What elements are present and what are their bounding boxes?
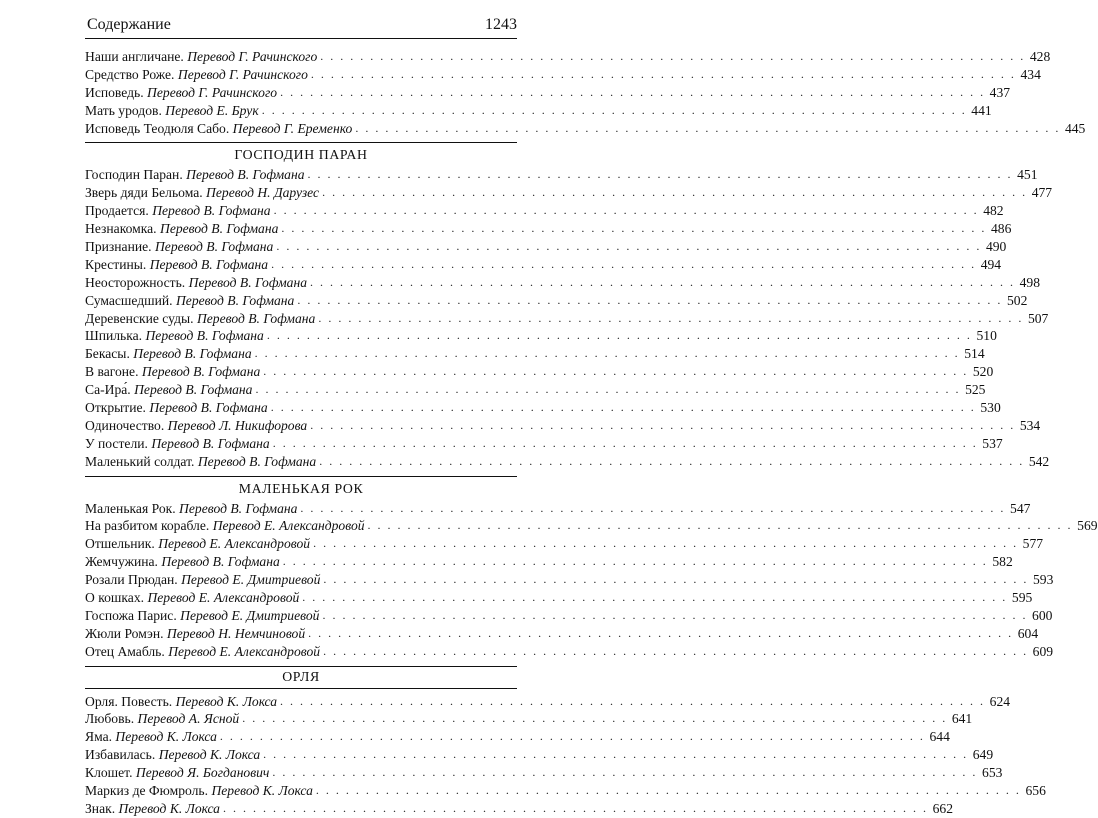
- dot-leader: . . . . . . . . . . . . . . . . . . . . . . . . . . . . . . . . . . . . . . . . . . . . . . . . . . . . . . . . . . . . . . . . . . . . . . .: [310, 66, 1016, 81]
- entry-text: [85, 238, 273, 256]
- toc-entry: [85, 711, 973, 729]
- dot-leader: . . . . . . . . . . . . . . . . . . . . . . . . . . . . . . . . . . . . . . . . . . . . . . . . . . . . . . . . . . . . . . . . . . . . . . .: [322, 607, 1028, 622]
- entry-title: Бекасы.: [85, 346, 130, 362]
- dot-leader: . . . . . . . . . . . . . . . . . . . . . . . . . . . . . . . . . . . . . . . . . . . . . . . . . . . . . . . . . . . . . . . . . . . . . . .: [280, 693, 986, 708]
- dot-leader: . . . . . . . . . . . . . . . . . . . . . . . . . . . . . . . . . . . . . . . . . . . . . . . . . . . . . . . . . . . . . . . . . . . . . . .: [302, 590, 1008, 605]
- entry-text: [85, 66, 308, 84]
- entry-text: [85, 453, 316, 471]
- entry-page-number: 656: [1025, 783, 1046, 799]
- dot-leader: . . . . . . . . . . . . . . . . . . . . . . . . . . . . . . . . . . . . . . . . . . . . . . . . . . . . . . . . . . . . . . . . . . . . . . .: [297, 292, 1003, 307]
- entry-title: Исповедь.: [85, 84, 144, 100]
- entry-translator: Перевод А. Ясной: [137, 711, 240, 727]
- entry-page-number: 498: [1019, 274, 1040, 290]
- entry-title: Любовь.: [85, 711, 135, 727]
- dot-leader: . . . . . . . . . . . . . . . . . . . . . . . . . . . . . . . . . . . . . . . . . . . . . . . . . . . . . . . . . . . . . . . . . . . . . . .: [276, 239, 982, 253]
- entry-page-number: 510: [976, 328, 997, 344]
- entry-translator: Перевод К. Локса: [211, 783, 313, 799]
- toc-entry: [85, 184, 1053, 202]
- toc-group: [85, 666, 1046, 818]
- toc-entry: [85, 238, 1007, 256]
- entry-text: [85, 363, 260, 381]
- toc-entry: [85, 381, 986, 399]
- entry-title: Жемчужина.: [85, 554, 158, 570]
- entry-page-number: 641: [951, 711, 973, 727]
- toc-entry: [85, 292, 1028, 310]
- toc-entry: [85, 782, 1046, 800]
- entry-translator: Перевод В. Гофмана: [161, 554, 280, 570]
- entry-title: Мать уродов.: [85, 102, 162, 118]
- dot-leader: . . . . . . . . . . . . . . . . . . . . . . . . . . . . . . . . . . . . . . . . . . . . . . . . . . . . . . . . . . . . . . . . . . . . . . .: [308, 625, 1014, 640]
- dot-leader: . . . . . . . . . . . . . . . . . . . . . . . . . . . . . . . . . . . . . . . . . . . . . . . . . . . . . . . . . . . . . . . . . . . . . . .: [323, 572, 1029, 587]
- dot-leader: . . . . . . . . . . . . . . . . . . . . . . . . . . . . . . . . . . . . . . . . . . . . . . . . . . . . . . . . . . . . . . . . . . . . . . .: [300, 500, 1006, 515]
- toc-entry: [85, 571, 1054, 589]
- toc-entry: [85, 553, 1013, 571]
- section-heading: ГОСПОДИН ПАРАН: [234, 147, 368, 163]
- dot-leader: . . . . . . . . . . . . . . . . . . . . . . . . . . . . . . . . . . . . . . . . . . . . . . . . . . . . . . . . . . . . . . . . . . . . . . .: [263, 747, 969, 762]
- entry-translator: Перевод Г. Рачинского: [187, 48, 318, 64]
- entry-page-number: 490: [985, 239, 1007, 254]
- section-divider: [85, 476, 517, 477]
- entry-translator: Перевод В. Гофмана: [151, 435, 270, 451]
- entry-page-number: 525: [965, 382, 986, 398]
- entry-translator: Перевод В. Гофмана: [197, 453, 317, 469]
- toc-entry: [85, 120, 1086, 138]
- entry-title: Госпожа Парис.: [85, 607, 177, 623]
- entry-text: [85, 500, 297, 518]
- entry-page-number: 477: [1031, 185, 1053, 201]
- entry-title: Признание.: [85, 239, 152, 254]
- toc-entry: [85, 310, 1049, 328]
- dot-leader: . . . . . . . . . . . . . . . . . . . . . . . . . . . . . . . . . . . . . . . . . . . . . . . . . . . . . . . . . . . . . . . . . . . . . . .: [254, 346, 960, 361]
- entry-text: [85, 746, 260, 764]
- entry-text: [85, 589, 299, 607]
- entry-title: Маленькая Рок.: [85, 500, 176, 516]
- entry-page-number: 595: [1011, 590, 1033, 606]
- entry-translator: Перевод Е. Брук: [165, 102, 259, 118]
- toc-entry: [85, 607, 1053, 625]
- entry-page-number: 582: [992, 554, 1013, 570]
- dot-leader: . . . . . . . . . . . . . . . . . . . . . . . . . . . . . . . . . . . . . . . . . . . . . . . . . . . . . . . . . . . . . . . . . . . . . . .: [323, 643, 1029, 658]
- entry-text: [85, 517, 365, 535]
- entry-page-number: 644: [929, 729, 950, 745]
- entry-text: [85, 274, 307, 292]
- entry-title: Орля. Повесть.: [85, 693, 173, 709]
- entry-page-number: 600: [1032, 607, 1053, 623]
- entry-text: [85, 800, 220, 818]
- dot-leader: . . . . . . . . . . . . . . . . . . . . . . . . . . . . . . . . . . . . . . . . . . . . . . . . . . . . . . . . . . . . . . . . . . . . . . .: [261, 102, 967, 117]
- entry-text: [85, 782, 313, 800]
- entry-text: [85, 120, 352, 138]
- entry-text: [85, 220, 278, 238]
- entry-page-number: 434: [1020, 66, 1041, 82]
- dot-leader: . . . . . . . . . . . . . . . . . . . . . . . . . . . . . . . . . . . . . . . . . . . . . . . . . . . . . . . . . . . . . . . . . . . . . . .: [266, 328, 972, 343]
- entry-translator: Перевод В. Гофмана: [149, 256, 269, 272]
- entry-title: В вагоне.: [85, 364, 139, 380]
- entry-title: Маркиз де Фюмроль.: [85, 783, 209, 799]
- running-title: Содержание: [87, 16, 171, 33]
- entry-title: Исповедь Теодюля Сабо.: [85, 120, 230, 136]
- dot-leader: . . . . . . . . . . . . . . . . . . . . . . . . . . . . . . . . . . . . . . . . . . . . . . . . . . . . . . . . . . . . . . . . . . . . . . .: [219, 729, 925, 744]
- entry-title: Маленький солдат.: [85, 453, 195, 469]
- toc-entry: [85, 48, 1051, 66]
- dot-leader: . . . . . . . . . . . . . . . . . . . . . . . . . . . . . . . . . . . . . . . . . . . . . . . . . . . . . . . . . . . . . . . . . . . . . . .: [272, 765, 978, 780]
- entry-text: [85, 417, 307, 435]
- entry-title: Одиночество.: [85, 417, 165, 433]
- entry-text: [85, 435, 270, 453]
- entry-translator: Перевод В. Гофмана: [149, 400, 268, 416]
- entry-page-number: 507: [1027, 310, 1049, 326]
- entry-translator: Перевод К. Локса: [175, 693, 278, 709]
- toc-entry: [85, 589, 1033, 607]
- toc-entry: [85, 435, 1003, 453]
- entry-translator: Перевод В. Гофмана: [188, 274, 307, 290]
- toc-entry: [85, 800, 953, 818]
- entry-translator: Перевод В. Гофмана: [160, 221, 279, 237]
- entry-title: Знак.: [85, 800, 116, 816]
- entry-text: [85, 166, 305, 184]
- entry-page-number: 624: [989, 693, 1011, 709]
- entry-page-number: 649: [972, 747, 994, 763]
- entry-text: [85, 184, 319, 202]
- table-of-contents: [85, 48, 1098, 818]
- entry-title: Отец Амабль.: [85, 643, 165, 659]
- toc-group: [85, 476, 1098, 661]
- dot-leader: . . . . . . . . . . . . . . . . . . . . . . . . . . . . . . . . . . . . . . . . . . . . . . . . . . . . . . . . . . . . . . . . . . . . . . .: [271, 256, 977, 271]
- dot-leader: . . . . . . . . . . . . . . . . . . . . . . . . . . . . . . . . . . . . . . . . . . . . . . . . . . . . . . . . . . . . . . . . . . . . . . .: [310, 274, 1015, 289]
- entry-translator: Перевод В. Гофмана: [154, 239, 274, 254]
- entry-title: Деревенские суды.: [85, 310, 194, 326]
- entry-text: [85, 202, 271, 220]
- entry-title: Са-Ира́.: [85, 382, 131, 398]
- section-divider: [85, 688, 517, 689]
- entry-translator: Перевод Г. Рачинского: [177, 66, 308, 82]
- toc-entry: [85, 535, 1044, 553]
- entry-translator: Перевод К. Локса: [158, 747, 261, 763]
- entry-page-number: 609: [1032, 643, 1054, 659]
- toc-entry: [85, 274, 1040, 292]
- dot-leader: . . . . . . . . . . . . . . . . . . . . . . . . . . . . . . . . . . . . . . . . . . . . . . . . . . . . . . . . . . . . . . . . . . . . . . .: [242, 711, 948, 726]
- entry-page-number: 502: [1006, 292, 1028, 308]
- toc-entry: [85, 625, 1039, 643]
- toc-entry: [85, 166, 1038, 184]
- dot-leader: . . . . . . . . . . . . . . . . . . . . . . . . . . . . . . . . . . . . . . . . . . . . . . . . . . . . . . . . . . . . . . . . . . . . . . .: [320, 48, 1026, 63]
- page-number: 1243: [485, 16, 517, 33]
- dot-leader: . . . . . . . . . . . . . . . . . . . . . . . . . . . . . . . . . . . . . . . . . . . . . . . . . . . . . . . . . . . . . . . . . . . . . . .: [280, 84, 986, 99]
- entry-text: [85, 553, 280, 571]
- dot-leader: . . . . . . . . . . . . . . . . . . . . . . . . . . . . . . . . . . . . . . . . . . . . . . . . . . . . . . . . . . . . . . . . . . . . . . .: [273, 203, 979, 218]
- entry-translator: Перевод Г. Еременко: [232, 120, 353, 136]
- entry-page-number: 428: [1029, 48, 1051, 64]
- entry-translator: Перевод В. Гофмана: [134, 382, 253, 398]
- entry-title: На разбитом корабле.: [85, 518, 210, 534]
- entry-page-number: 547: [1010, 500, 1031, 516]
- entry-title: Клошет.: [85, 765, 133, 781]
- entry-translator: Перевод В. Гофмана: [179, 500, 298, 516]
- toc-entry: [85, 500, 1031, 518]
- entry-translator: Перевод В. Гофмана: [196, 310, 316, 326]
- toc-entry: [85, 417, 1041, 435]
- entry-text: [85, 571, 320, 589]
- entry-text: [85, 327, 264, 345]
- toc-entry: [85, 66, 1041, 84]
- dot-leader: . . . . . . . . . . . . . . . . . . . . . . . . . . . . . . . . . . . . . . . . . . . . . . . . . . . . . . . . . . . . . . . . . . . . . . .: [263, 364, 969, 379]
- dot-leader: . . . . . . . . . . . . . . . . . . . . . . . . . . . . . . . . . . . . . . . . . . . . . . . . . . . . . . . . . . . . . . . . . . . . . . .: [222, 800, 928, 815]
- entry-translator: Перевод В. Гофмана: [141, 364, 261, 380]
- dot-leader: . . . . . . . . . . . . . . . . . . . . . . . . . . . . . . . . . . . . . . . . . . . . . . . . . . . . . . . . . . . . . . . . . . . . . . .: [310, 417, 1016, 432]
- toc-entry: [85, 256, 1002, 274]
- entry-text: [85, 48, 317, 66]
- entry-text: [85, 693, 277, 711]
- entry-translator: Перевод Е. Дмитриевой: [181, 572, 321, 588]
- entry-page-number: 530: [980, 400, 1001, 416]
- toc-group-continued: [85, 48, 1086, 137]
- entry-title: Неосторожность.: [85, 274, 186, 290]
- dot-leader: . . . . . . . . . . . . . . . . . . . . . . . . . . . . . . . . . . . . . . . . . . . . . . . . . . . . . . . . . . . . . . . . . . . . . . .: [319, 453, 1025, 468]
- toc-entry: [85, 693, 1011, 711]
- entry-text: [85, 728, 217, 746]
- dot-leader: . . . . . . . . . . . . . . . . . . . . . . . . . . . . . . . . . . . . . . . . . . . . . . . . . . . . . . . . . . . . . . . . . . . . . . .: [318, 310, 1024, 325]
- dot-leader: . . . . . . . . . . . . . . . . . . . . . . . . . . . . . . . . . . . . . . . . . . . . . . . . . . . . . . . . . . . . . . . . . . . . . . .: [355, 120, 1061, 135]
- section-divider: [85, 142, 517, 143]
- toc-entry: [85, 643, 1054, 661]
- entry-title: Открытие.: [85, 400, 146, 416]
- dot-leader: . . . . . . . . . . . . . . . . . . . . . . . . . . . . . . . . . . . . . . . . . . . . . . . . . . . . . . . . . . . . . . . . . . . . . . .: [367, 518, 1073, 533]
- entry-title: Шпилька.: [85, 328, 143, 344]
- entry-text: [85, 310, 315, 328]
- entry-text: [85, 399, 268, 417]
- entry-title: О кошках.: [85, 590, 145, 606]
- dot-leader: . . . . . . . . . . . . . . . . . . . . . . . . . . . . . . . . . . . . . . . . . . . . . . . . . . . . . . . . . . . . . . . . . . . . . . .: [270, 400, 976, 415]
- entry-page-number: 662: [932, 800, 953, 816]
- dot-leader: . . . . . . . . . . . . . . . . . . . . . . . . . . . . . . . . . . . . . . . . . . . . . . . . . . . . . . . . . . . . . . . . . . . . . . .: [313, 536, 1019, 551]
- toc-entry: [85, 764, 1003, 782]
- entry-translator: Перевод В. Гофмана: [152, 203, 271, 219]
- entry-text: [85, 625, 305, 643]
- toc-entry: [85, 453, 1050, 471]
- running-header: [85, 14, 517, 39]
- entry-page-number: 441: [971, 102, 992, 118]
- entry-page-number: 569: [1077, 518, 1098, 534]
- entry-text: [85, 643, 320, 661]
- entry-page-number: 653: [982, 765, 1003, 781]
- entry-page-number: 451: [1017, 167, 1038, 183]
- toc-entry: [85, 202, 1004, 220]
- dot-leader: . . . . . . . . . . . . . . . . . . . . . . . . . . . . . . . . . . . . . . . . . . . . . . . . . . . . . . . . . . . . . . . . . . . . . . .: [282, 554, 988, 569]
- toc-entry: [85, 220, 1012, 238]
- entry-title: Крестины.: [85, 256, 147, 272]
- entry-text: [85, 345, 252, 363]
- section-heading: ОРЛЯ: [282, 668, 320, 684]
- entry-translator: Перевод В. Гофмана: [145, 328, 264, 344]
- entry-translator: Перевод К. Локса: [115, 729, 217, 745]
- entry-translator: Перевод Г. Рачинского: [147, 84, 278, 100]
- dot-leader: . . . . . . . . . . . . . . . . . . . . . . . . . . . . . . . . . . . . . . . . . . . . . . . . . . . . . . . . . . . . . . . . . . . . . . .: [322, 185, 1028, 200]
- entry-text: [85, 381, 252, 399]
- entry-page-number: 542: [1028, 453, 1050, 469]
- entry-title: Сумасшедший.: [85, 292, 173, 308]
- toc-entry: [85, 728, 950, 746]
- entry-title: Средство Роже.: [85, 66, 175, 82]
- toc-entry: [85, 517, 1098, 535]
- toc-entry: [85, 399, 1001, 417]
- entry-translator: Перевод Н. Немчиновой: [166, 625, 306, 641]
- entry-title: Продается.: [85, 203, 149, 219]
- entry-title: Розали Прюдан.: [85, 572, 178, 588]
- entry-translator: Перевод Н. Дарузес: [206, 185, 320, 201]
- entry-page-number: 514: [964, 346, 985, 362]
- entry-text: [85, 84, 277, 102]
- entry-text: [85, 102, 259, 120]
- entry-translator: Перевод Е. Александровой: [158, 536, 311, 552]
- entry-title: Избавилась.: [85, 747, 156, 763]
- entry-text: [85, 710, 239, 728]
- entry-text: [85, 256, 268, 274]
- entry-translator: Перевод К. Локса: [118, 800, 220, 816]
- entry-title: Наши англичане.: [85, 48, 184, 64]
- toc-group: [85, 142, 1053, 470]
- entry-page-number: 520: [972, 364, 994, 380]
- toc-entry: [85, 84, 1011, 102]
- entry-page-number: 537: [982, 435, 1003, 451]
- entry-text: [85, 535, 310, 553]
- entry-translator: Перевод В. Гофмана: [175, 292, 295, 308]
- entry-text: [85, 292, 294, 310]
- entry-page-number: 593: [1033, 572, 1054, 588]
- entry-translator: Перевод Я. Богданович: [135, 765, 270, 781]
- toc-entry: [85, 327, 997, 345]
- toc-entry: [85, 746, 994, 764]
- entry-text: [85, 764, 269, 782]
- entry-translator: Перевод Л. Никифорова: [167, 417, 308, 433]
- entry-title: Отшельник.: [85, 536, 155, 552]
- entry-title: Зверь дяди Бельома.: [85, 185, 203, 201]
- dot-leader: . . . . . . . . . . . . . . . . . . . . . . . . . . . . . . . . . . . . . . . . . . . . . . . . . . . . . . . . . . . . . . . . . . . . . . .: [255, 382, 961, 397]
- dot-leader: . . . . . . . . . . . . . . . . . . . . . . . . . . . . . . . . . . . . . . . . . . . . . . . . . . . . . . . . . . . . . . . . . . . . . . .: [315, 783, 1021, 798]
- entry-title: Яма.: [85, 729, 113, 745]
- toc-entry: [85, 345, 985, 363]
- entry-page-number: 577: [1022, 536, 1044, 552]
- entry-page-number: 437: [989, 84, 1011, 100]
- entry-translator: Перевод В. Гофмана: [186, 167, 305, 183]
- entry-translator: Перевод Е. Дмитриевой: [180, 607, 320, 623]
- entry-page-number: 445: [1064, 120, 1086, 136]
- entry-page-number: 604: [1017, 625, 1039, 641]
- entry-page-number: 482: [983, 203, 1004, 219]
- entry-page-number: 534: [1019, 417, 1041, 433]
- dot-leader: . . . . . . . . . . . . . . . . . . . . . . . . . . . . . . . . . . . . . . . . . . . . . . . . . . . . . . . . . . . . . . . . . . . . . . .: [307, 167, 1013, 182]
- entry-translator: Перевод В. Гофмана: [133, 346, 252, 362]
- entry-title: Господин Паран.: [85, 167, 183, 183]
- dot-leader: . . . . . . . . . . . . . . . . . . . . . . . . . . . . . . . . . . . . . . . . . . . . . . . . . . . . . . . . . . . . . . . . . . . . . . .: [281, 221, 987, 236]
- entry-text: [85, 607, 319, 625]
- section-divider: [85, 666, 517, 667]
- entry-title: Жюли Ромэн.: [85, 625, 164, 641]
- section-heading: МАЛЕНЬКАЯ РОК: [238, 480, 364, 496]
- entry-title: У постели.: [85, 435, 148, 451]
- toc-entry: [85, 102, 992, 120]
- entry-translator: Перевод Е. Александровой: [147, 590, 300, 606]
- toc-entry: [85, 363, 994, 381]
- entry-page-number: 486: [990, 221, 1012, 237]
- entry-title: Незнакомка.: [85, 221, 157, 237]
- entry-page-number: 494: [980, 256, 1002, 272]
- dot-leader: . . . . . . . . . . . . . . . . . . . . . . . . . . . . . . . . . . . . . . . . . . . . . . . . . . . . . . . . . . . . . . . . . . . . . . .: [272, 435, 978, 450]
- entry-translator: Перевод Е. Александровой: [168, 643, 321, 659]
- entry-translator: Перевод Е. Александровой: [212, 518, 365, 534]
